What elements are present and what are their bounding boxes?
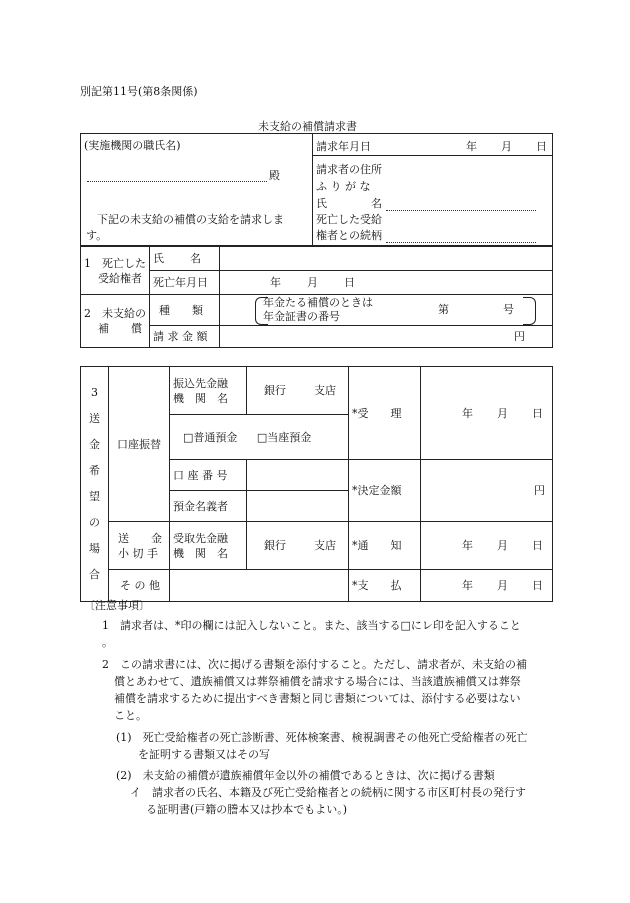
- deceased-name-label: 氏 名: [150, 247, 220, 271]
- name-label-2: 名: [371, 197, 382, 210]
- relation-field[interactable]: [386, 232, 536, 243]
- account-holder-field[interactable]: [247, 491, 349, 522]
- form-number: 別記第11号(第8条関係): [80, 85, 198, 98]
- deceased-name-field[interactable]: [220, 247, 553, 271]
- account-holder-label: 預金名義者: [170, 491, 247, 522]
- account-number-label: 口 座 番 号: [170, 460, 247, 491]
- bank-name-label: 振込先金融 機 関 名: [170, 367, 247, 415]
- account-number-field[interactable]: [247, 460, 349, 491]
- deceased-unpaid-table: [80, 246, 553, 348]
- request-text-1: 下記の未支給の補償の支給を請求しま: [97, 213, 284, 226]
- receipt-date-field[interactable]: 年 月 日: [421, 367, 553, 460]
- note-2-sub2-i-cont: る証明書(戸籍の謄本又は抄本でもよい。): [146, 803, 348, 816]
- amount-field[interactable]: 円: [220, 326, 553, 348]
- receipt-label: *受 理: [349, 367, 421, 460]
- name-field[interactable]: [386, 200, 536, 211]
- address-label: 請求者の住所: [316, 163, 382, 176]
- agency-name-field[interactable]: [87, 171, 267, 182]
- notice-date-field[interactable]: 年 月 日: [421, 522, 553, 570]
- month-label: 月: [501, 140, 512, 153]
- request-text-2: す。: [86, 229, 108, 242]
- relation-label-2: 権者との続柄: [316, 229, 382, 242]
- note-2-line2: 償とあわせて、遺族補償又は葬祭補償を請求する場合には、当該遺族補償又は葬祭: [114, 675, 521, 688]
- payment-date-field[interactable]: 年 月 日: [421, 570, 553, 602]
- other-label: そ の 他: [109, 570, 170, 602]
- note-2: 2 この請求書には、次に掲げる書類を添付すること。ただし、請求者が、未支給の補: [102, 658, 527, 671]
- note-2-sub1: (1) 死亡受給権者の死亡診断書、死体検案書、検視調書その他死亡受給権者の死亡: [116, 731, 528, 744]
- form-title: 未支給の補償請求書: [258, 120, 357, 133]
- notice-label: *通 知: [349, 522, 421, 570]
- agency-label: (実施機関の職氏名): [84, 139, 181, 152]
- note-2-line4: こと。: [114, 709, 147, 722]
- current-deposit-checkbox[interactable]: □当座預金: [256, 430, 312, 444]
- year-label: 年: [466, 140, 477, 153]
- amount-label: 請 求 金 額: [150, 326, 220, 348]
- furigana-label: ふ り が な: [316, 180, 371, 193]
- top-block: [80, 133, 553, 246]
- remittance-check-label: 送 金 小 切 手: [109, 522, 170, 570]
- kind-label: 種 類: [150, 295, 220, 326]
- relation-label-1: 死亡した受給: [316, 213, 382, 226]
- request-date-label: 請求年月日: [316, 140, 371, 153]
- deceased-section-label: 1 死亡した 受給権者: [81, 247, 150, 295]
- note-1: 1 請求者は、*印の欄には記入しないこと。また、該当する□にレ印を記入すること: [102, 619, 521, 632]
- notes-heading: 〔注意事項〕: [84, 599, 150, 612]
- note-2-sub1-cont: を証明する書類又はその写: [138, 748, 270, 761]
- dono-label: 殿: [269, 169, 280, 182]
- payment-label: *支 払: [349, 570, 421, 602]
- bank-name-field[interactable]: 銀行 支店: [247, 367, 349, 415]
- notes-section: [84, 597, 560, 818]
- account-transfer-label: 口座振替: [109, 367, 170, 522]
- receiving-bank-label: 受取先金融 機 関 名: [170, 522, 247, 570]
- deposit-type-row: [170, 415, 349, 460]
- note-1-cont: 。: [102, 636, 113, 649]
- decided-amount-label: *決定金額: [349, 460, 421, 522]
- remittance-vertical-label: 3 送 金 希 望 の 場 合: [81, 367, 109, 602]
- ordinary-deposit-checkbox[interactable]: □普通預金: [183, 430, 238, 444]
- day-label: 日: [536, 140, 547, 153]
- unpaid-section-label: 2 未支給の 補 償: [81, 295, 150, 348]
- kind-field[interactable]: 年金たる補償のときは 年金証書の番号 第 号: [220, 295, 553, 326]
- death-date-label: 死亡年月日: [150, 271, 220, 295]
- note-2-line3: 補償を請求するために提出すべき書類と同じ書類については、添付する必要はない: [114, 692, 521, 705]
- receiving-bank-field[interactable]: 銀行 支店: [247, 522, 349, 570]
- note-2-sub2: (2) 未支給の補償が遺族補償年金以外の補償であるときは、次に掲げる書類: [116, 769, 495, 782]
- name-label-1: 氏: [316, 197, 327, 210]
- note-2-sub2-i: イ 請求者の氏名、本籍及び死亡受給権者との続柄に関する市区町村長の発行す: [130, 786, 526, 799]
- decided-amount-field[interactable]: 円: [421, 460, 553, 522]
- remittance-table: [80, 366, 553, 602]
- death-date-field[interactable]: 年 月 日: [220, 271, 553, 295]
